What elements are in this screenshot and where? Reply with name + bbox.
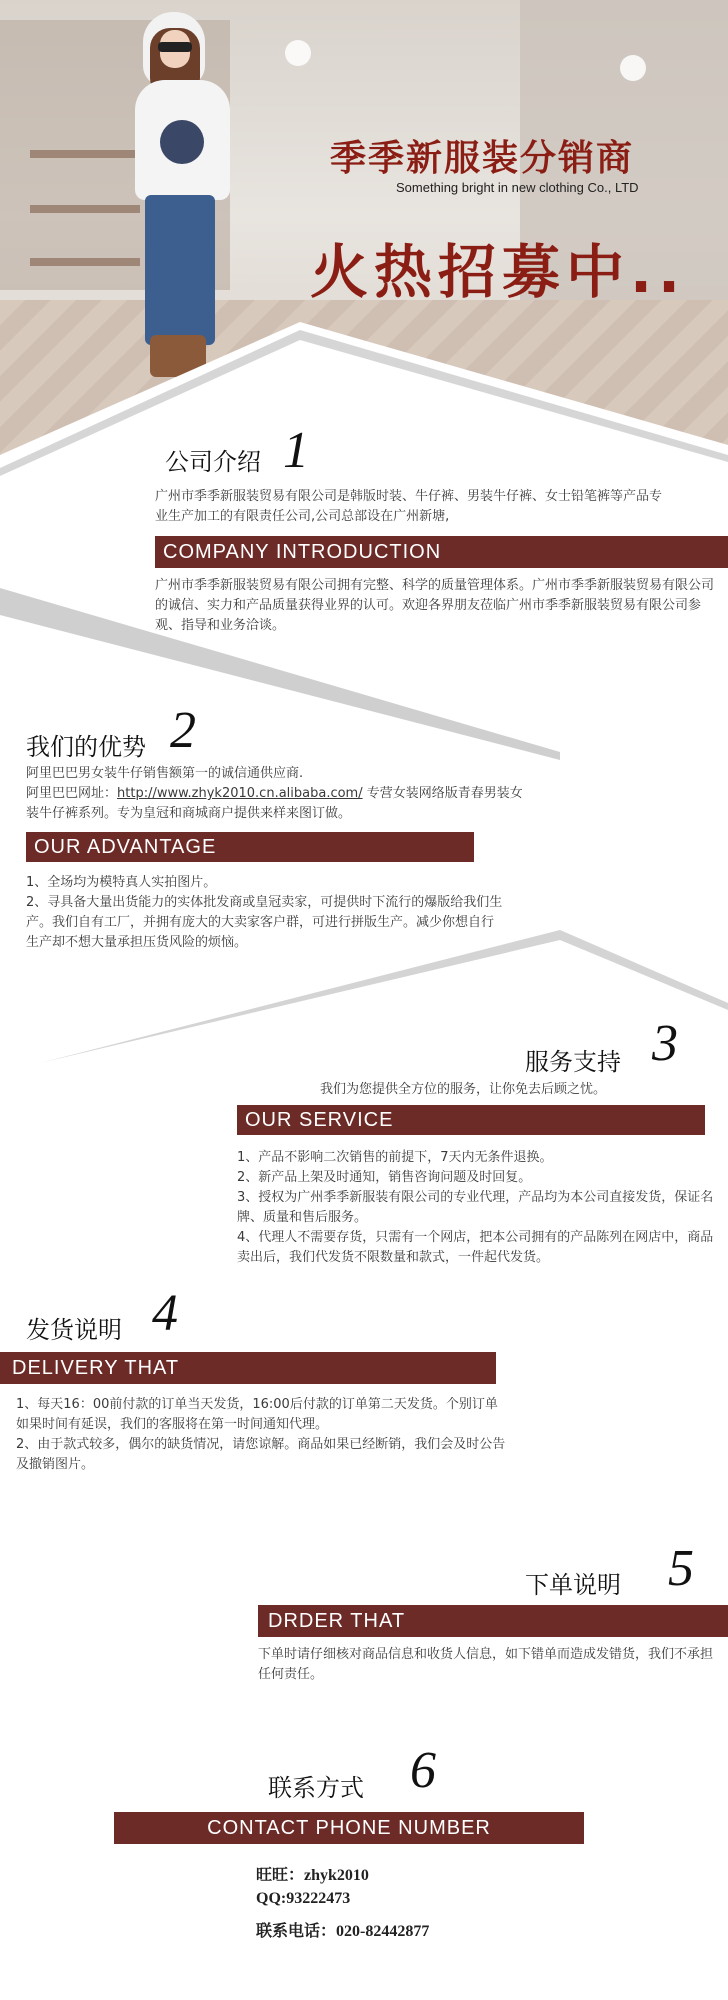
section5-heading: 下单说明 — [525, 1571, 621, 1599]
section4-heading: 发货说明 — [26, 1316, 122, 1344]
section2-list — [26, 873, 506, 953]
list-item: 4、代理人不需要存货，只需有一个网店，把本公司拥有的产品陈列在网店中，商品卖出后，我们代发货不限数量和款式，一件起代发货。 — [237, 1230, 714, 1265]
section1-bar: COMPANY INTRODUCTION — [155, 536, 728, 568]
brand-title: 季季新服装分销商 — [330, 138, 635, 179]
list-item: 2、寻具备大量出货能力的实体批发商或皇冠卖家，可提供时下流行的爆版给我们生产。我们自有工厂，并拥有庞大的大卖家客户群，可进行拼版生产。减少你想自行生产却不想大量承担压货风险的烦恼。 — [26, 895, 503, 950]
section1-heading: 公司介绍 — [165, 448, 261, 476]
recruit-headline: 火热招募中.. — [310, 238, 687, 306]
section2-bar: OUR ADVANTAGE — [26, 832, 474, 862]
section3-heading: 服务支持 — [525, 1048, 621, 1076]
list-item: 1、每天16：00前付款的订单当天发货，16:00后付款的订单第二天发货。个别订单如果时间有延误，我们的客服将在第一时间通知代理。 — [16, 1397, 498, 1432]
section4-bar: DELIVERY THAT — [0, 1352, 496, 1384]
section6-bar: CONTACT PHONE NUMBER — [114, 1812, 584, 1844]
contact-qq: QQ:93222473 — [256, 1890, 351, 1907]
list-item: 1、产品不影响二次销售的前提下，7天内无条件退换。 — [237, 1150, 553, 1165]
section4-number: 4 — [152, 1285, 178, 1342]
hero-white-peak — [0, 322, 728, 480]
section3-list — [237, 1148, 715, 1268]
list-item: 3、授权为广州季季新服装有限公司的专业代理，产品均为本公司直接发货，保证名牌、质量和售后服务。 — [237, 1190, 714, 1225]
section3-intro: 我们为您提供全方位的服务，让你免去后顾之忧。 — [320, 1082, 607, 1097]
section2-heading: 我们的优势 — [26, 733, 146, 761]
section4-list — [16, 1395, 506, 1475]
contact-phone: 联系电话：020-82442877 — [256, 1923, 430, 1940]
section1-body: 广州市季季新服装贸易有限公司拥有完整、科学的质量管理体系。广州市季季新服装贸易有限公司的诚信、实力和产品质量获得业界的认可。欢迎各界朋友莅临广州市季季新服装贸易有限公司参观、指导和业务洽谈。 — [155, 578, 715, 633]
list-item: 2、由于款式较多，偶尔的缺货情况，请您谅解。商品如果已经断销，我们会及时公告及撤销图片。 — [16, 1437, 506, 1472]
list-item: 2、新产品上架及时通知，销售咨询问题及时回复。 — [237, 1170, 532, 1185]
section2-url-suffix: 专营女装网络版青春男装女装牛仔裤系列。专为皇冠和商城商户提供来样来图订做。 — [26, 786, 523, 821]
section2-number: 2 — [170, 702, 196, 759]
section1-number: 1 — [283, 422, 309, 479]
list-item: 1、全场均为模特真人实拍图片。 — [26, 875, 217, 890]
section2-url-prefix: 阿里巴巴网址： — [26, 786, 118, 801]
section6-heading: 联系方式 — [268, 1774, 364, 1802]
brand-subtitle: Something bright in new clothing Co., LTD — [396, 180, 639, 195]
contact-wangwang: 旺旺：zhyk2010 — [256, 1867, 369, 1884]
section3-number: 3 — [652, 1015, 678, 1072]
section1-intro: 广州市季季新服装贸易有限公司是韩版时装、牛仔裤、男装牛仔裤、女士铅笔裤等产品专业生产加工的有限责任公司,公司总部设在广州新塘, — [155, 489, 663, 524]
section5-bar: DRDER THAT — [258, 1605, 728, 1637]
section5-number: 5 — [668, 1540, 694, 1597]
section6-number: 6 — [410, 1742, 436, 1799]
section3-bar: OUR SERVICE — [237, 1105, 705, 1135]
section2-line1: 阿里巴巴男女装牛仔销售额第一的诚信通供应商. — [26, 766, 304, 781]
section5-body: 下单时请仔细核对商品信息和收货人信息，如下错单而造成发错货，我们不承担任何责任。 — [258, 1647, 714, 1682]
alibaba-link[interactable]: http://www.zhyk2010.cn.alibaba.com/ — [117, 786, 363, 801]
section2-line2 — [26, 784, 526, 824]
section2-text — [26, 764, 526, 824]
